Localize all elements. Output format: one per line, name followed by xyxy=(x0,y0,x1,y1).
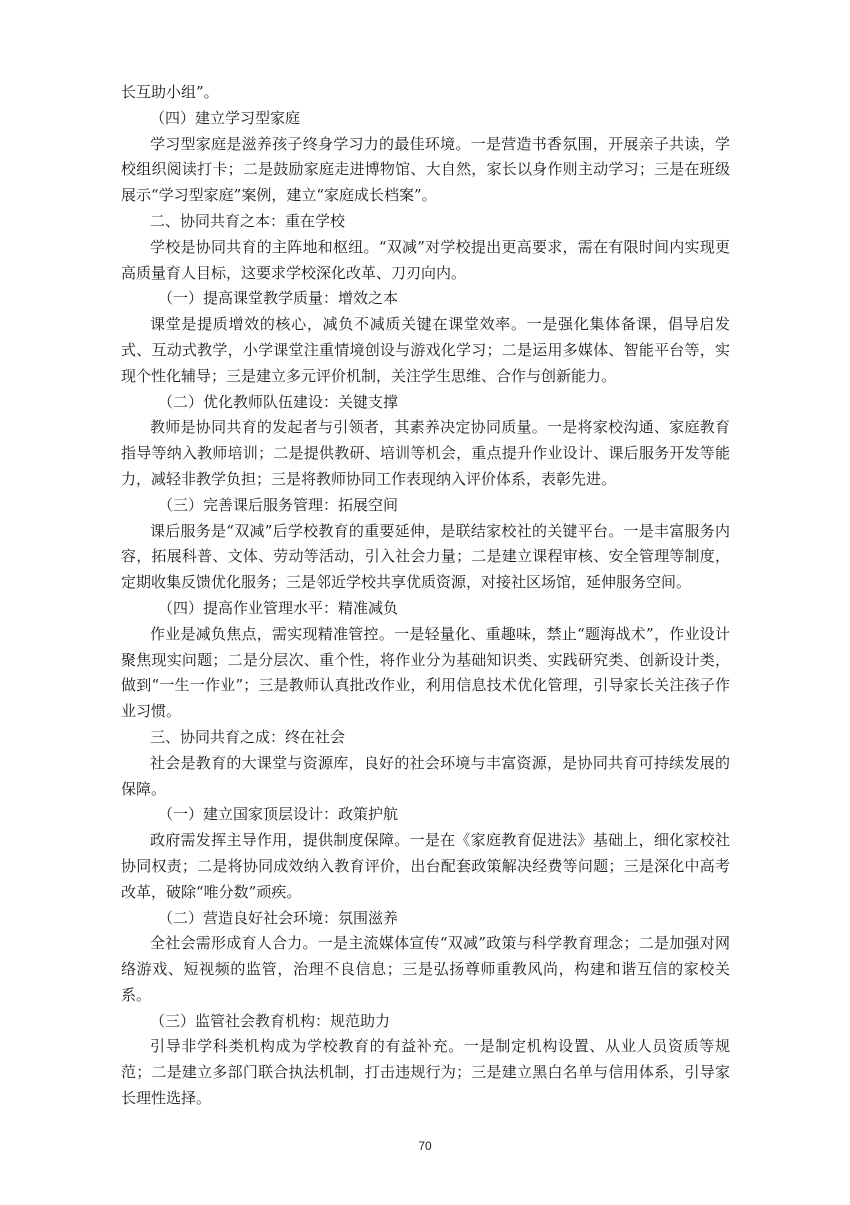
paragraph: 全社会需形成育人合力。一是主流媒体宣传“双减”政策与科学教育理念；二是加强对网络游戏、短视频的监管，治理不良信息；三是弘扬尊师重教风尚，构建和谐互信的家校关系。 xyxy=(121,934,730,1004)
section-heading: （四）提高作业管理水平：精准减负 xyxy=(158,598,399,617)
paragraph: 长互助小组”。 xyxy=(121,83,219,101)
paragraph: 学习型家庭是滋养孩子终身学习力的最佳环境。一是营造书香氛围，开展亲子共读，学校组织阅读打卡；二是鼓励家庭走进博物馆、大自然，家长以身作则主动学习；三是在班级展示“学习型家庭”案例，建立“家庭成长档案”。 xyxy=(121,134,730,205)
paragraph: 引导非学科类机构成为学校教育的有益补充。一是制定机构设置、从业人员资质等规范；二是建立多部门联合执法机制，打击违规行为；三是建立黑白名单与信用体系，引导家长理性选择。 xyxy=(121,1037,730,1108)
body-text xyxy=(121,80,730,1112)
paragraph: 社会是教育的大课堂与资源库，良好的社会环境与丰富资源，是协同共育可持续发展的保障。 xyxy=(121,753,730,798)
section-heading: （一）提高课堂教学质量：增效之本 xyxy=(158,289,399,308)
paragraph: 课后服务是“双减”后学校教育的重要延伸，是联结家校社的关键平台。一是丰富服务内容，拓展科普、文体、劳动等活动，引入社会力量；二是建立课程审核、安全管理等制度，定期收集反馈优化服务；三是邻近学校共享优质资源，对接社区场馆，延伸服务空间。 xyxy=(121,521,730,592)
paragraph: 政府需发挥主导作用，提供制度保障。一是在《家庭教育促进法》基础上，细化家校社协同权责；二是将协同成效纳入教育评价，出台配套政策解决经费等问题；三是深化中高考改革，破除“唯分数”顽疾。 xyxy=(121,831,730,901)
paragraph: 学校是协同共育的主阵地和枢纽。“双减”对学校提出更高要求，需在有限时间内实现更高质量育人目标，这要求学校深化改革、刀刃向内。 xyxy=(121,237,730,282)
paragraph: 课堂是提质增效的核心，减负不减质关键在课堂效率。一是强化集体备课，倡导启发式、互动式教学，小学课堂注重情境创设与游戏化学习；二是运用多媒体、智能平台等，实现个性化辅导；三是建立多元评价机制，关注学生思维、合作与创新能力。 xyxy=(121,315,730,385)
paragraph: 教师是协同共育的发起者与引领者，其素养决定协同质量。一是将家校沟通、家庭教育指导等纳入教师培训；二是提供教研、培训等机会，重点提升作业设计、课后服务开发等能力，减轻非教学负担；三是将教师协同工作表现纳入评价体系，表彰先进。 xyxy=(121,418,730,488)
section-heading: （四）建立学习型家庭 xyxy=(150,108,301,127)
paragraph: 作业是减负焦点，需实现精准管控。一是轻量化、重趣味，禁止“题海战术”，作业设计聚焦现实问题；二是分层次、重个性，将作业分为基础知识类、实践研究类、创新设计类，做到“一生一作业”；三是教师认真批改作业，利用信息技术优化管理，引导家长关注孩子作业习惯。 xyxy=(121,624,730,721)
section-heading: （三）监管社会教育机构：规范助力 xyxy=(150,1011,391,1030)
section-heading: （二）营造良好社会环境：氛围滋养 xyxy=(158,908,399,927)
chapter-heading: 三、协同共育之成：终在社会 xyxy=(150,727,346,746)
section-heading: （二）优化教师队伍建设：关键支撑 xyxy=(158,392,399,411)
section-heading: （一）建立国家顶层设计：政策护航 xyxy=(158,805,399,824)
chapter-heading: 二、协同共育之本：重在学校 xyxy=(150,211,346,230)
page-number: 70 xyxy=(418,1139,432,1153)
section-heading: （三）完善课后服务管理：拓展空间 xyxy=(158,495,399,514)
